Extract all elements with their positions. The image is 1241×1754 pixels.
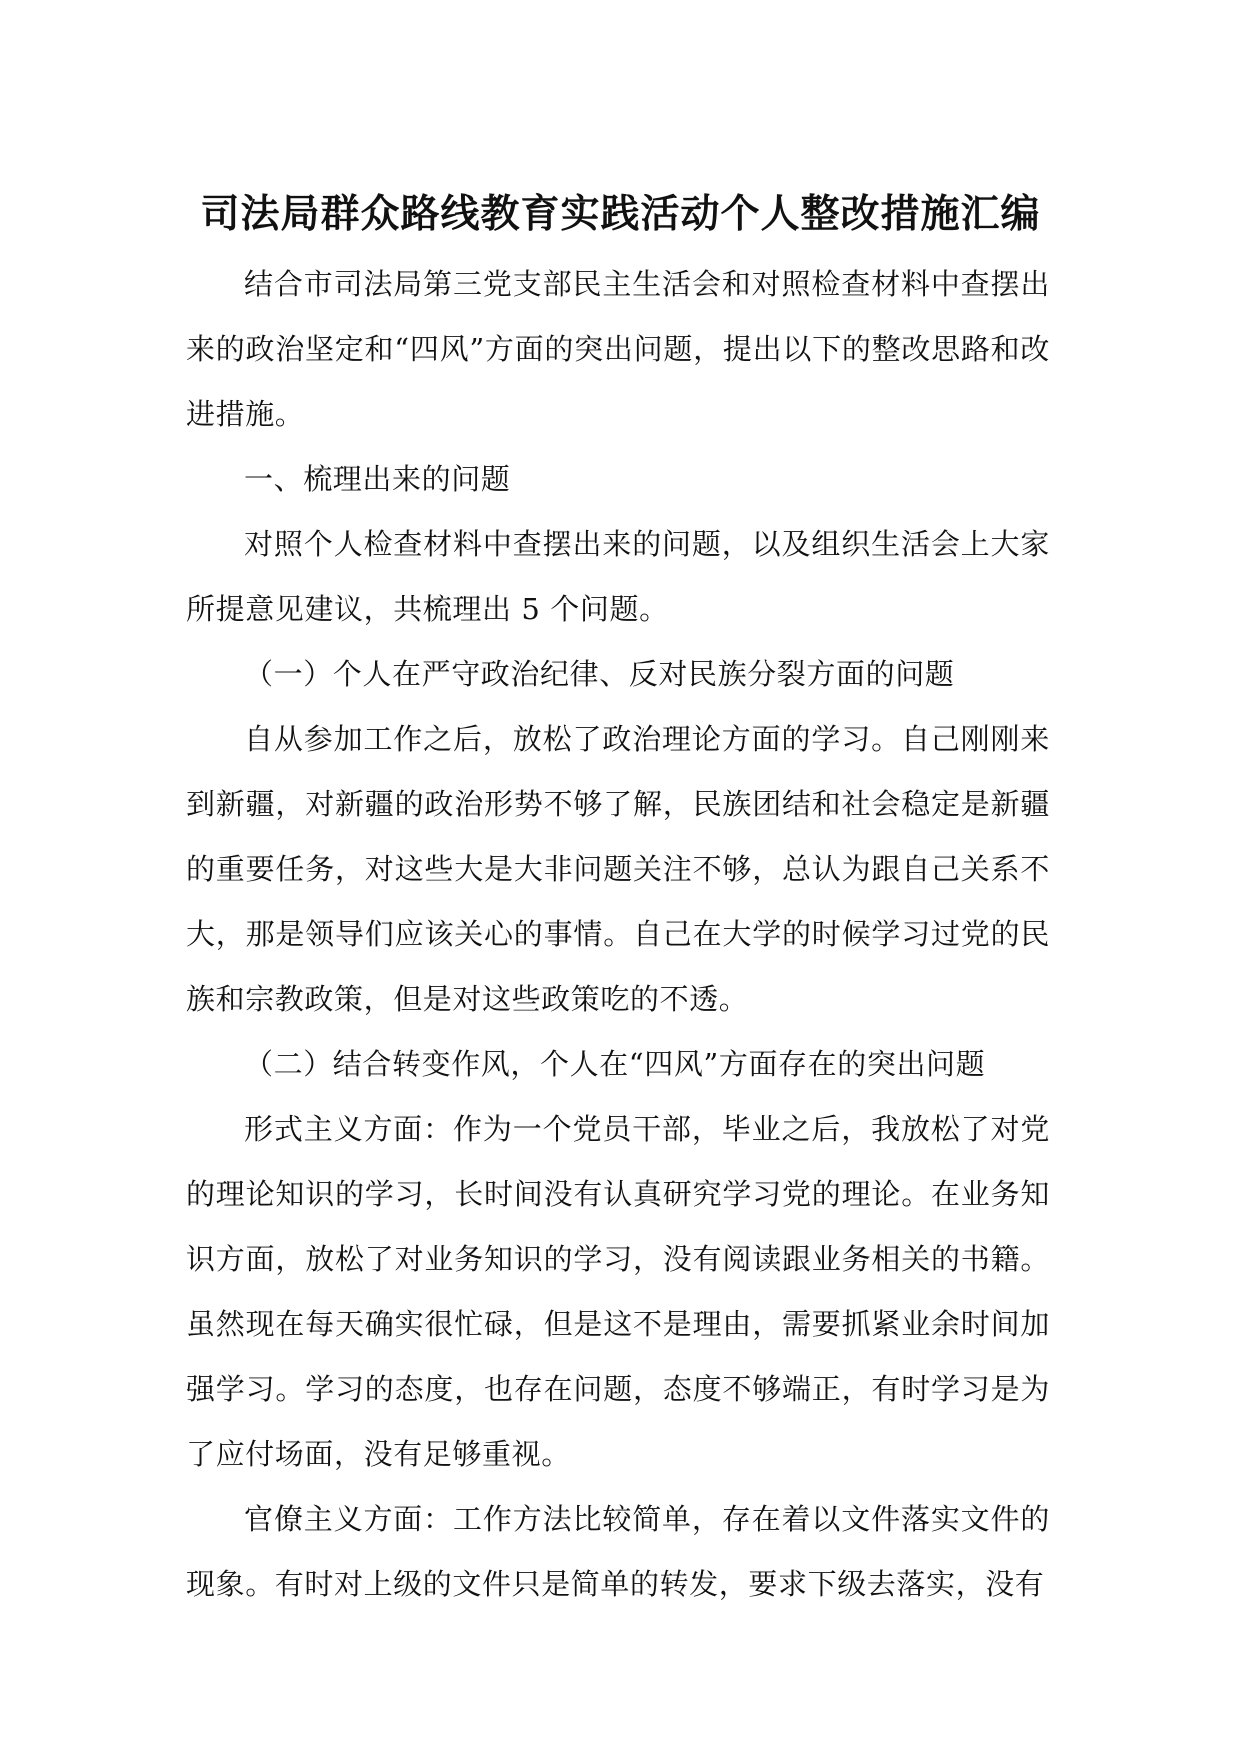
paragraph-formalism: 形式主义方面：作为一个党员干部，毕业之后，我放松了对党的理论知识的学习，长时间没有认真研究学习党的理论。在业务知识方面，放松了对业务知识的学习，没有阅读跟业务相关的书籍。虽然现在每天确实很忙碌，但是这不是理由，需要抓紧业余时间加强学习。学习的态度，也存在问题，态度不够端正，有时学习是为了应付场面，没有足够重视。 bbox=[186, 1112, 1050, 1471]
subheading-political-discipline: （一）个人在严守政治纪律、反对民族分裂方面的问题 bbox=[244, 657, 955, 691]
subheading-four-winds: （二）结合转变作风，个人在“四风”方面存在的突出问题 bbox=[244, 1047, 986, 1081]
section-heading-problems: 一、梳理出来的问题 bbox=[244, 462, 511, 496]
paragraph-bureaucratism: 官僚主义方面：工作方法比较简单，存在着以文件落实文件的现象。有时对上级的文件只是简单的转发，要求下级去落实，没有 bbox=[186, 1502, 1050, 1601]
paragraph-political-discipline: 自从参加工作之后，放松了政治理论方面的学习。自己刚刚来到新疆，对新疆的政治形势不够了解，民族团结和社会稳定是新疆的重要任务，对这些大是大非问题关注不够，总认为跟自己关系不大，那是领导们应该关心的事情。自己在大学的时候学习过党的民族和宗教政策，但是对这些政策吃的不透。 bbox=[186, 722, 1050, 1016]
document-body bbox=[186, 252, 1050, 1617]
document-title: 司法局群众路线教育实践活动个人整改措施汇编 bbox=[200, 191, 1041, 237]
paragraph-problem-summary: 对照个人检查材料中查摆出来的问题，以及组织生活会上大家所提意见建议，共梳理出 5 个问题。 bbox=[186, 527, 1050, 626]
paragraph-intro: 结合市司法局第三党支部民主生活会和对照检查材料中查摆出来的政治坚定和“四风”方面的突出问题，提出以下的整改思路和改进措施。 bbox=[186, 267, 1050, 431]
